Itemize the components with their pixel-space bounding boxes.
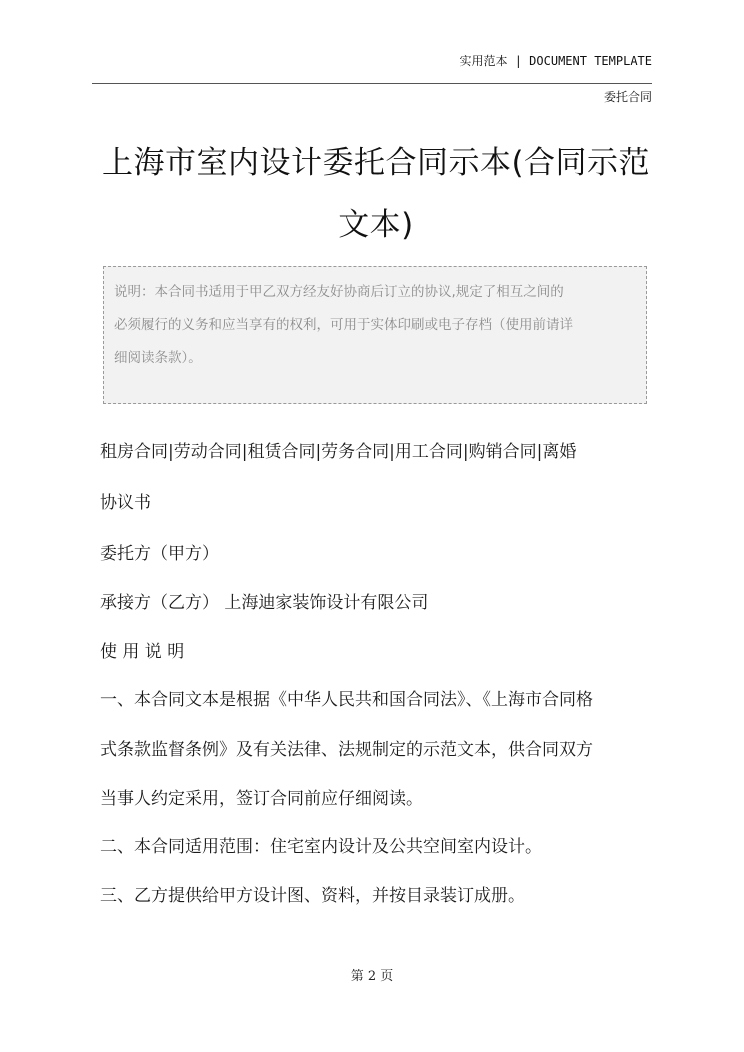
related-contracts-line-2: 协议书 xyxy=(100,493,151,513)
note-line-3: 细阅读条款）。 xyxy=(114,350,202,366)
document-title xyxy=(100,132,652,256)
page-number: 第 2 页 xyxy=(350,969,394,984)
item-1-line-1: 一、本合同文本是根据《中华人民共和国合同法》、《上海市合同格 xyxy=(100,690,593,710)
usage-heading: 使 用 说 明 xyxy=(100,642,185,662)
header-label: 实用范本 | DOCUMENT TEMPLATE xyxy=(459,54,652,68)
item-1-line-3: 当事人约定采用，签订合同前应仔细阅读。 xyxy=(100,789,423,809)
note-line-2: 必须履行的义务和应当享有的权利，可用于实体印刷或电子存档（使用前请详 xyxy=(114,317,573,333)
note-line-1: 说明：本合同书适用于甲乙双方经友好协商后订立的协议,规定了相互之间的 xyxy=(114,284,564,300)
item-1-line-2: 式条款监督条例》及有关法律、法规制定的示范文本，供合同双方 xyxy=(100,740,593,760)
header-rule xyxy=(92,83,652,84)
header-category: 委托合同 xyxy=(603,90,652,104)
related-contracts-line-1: 租房合同|劳动合同|租赁合同|劳务合同|用工合同|购销合同|离婚 xyxy=(100,442,577,462)
note-box xyxy=(103,266,647,404)
party-b: 承接方（乙方） 上海迪家装饰设计有限公司 xyxy=(100,593,429,613)
title-line-2: 文本) xyxy=(338,207,414,243)
title-line-1: 上海市室内设计委托合同示本(合同示范 xyxy=(101,145,651,181)
item-2: 二、本合同适用范围：住宅室内设计及公共空间室内设计。 xyxy=(100,837,542,857)
item-3: 三、乙方提供给甲方设计图、资料，并按目录装订成册。 xyxy=(100,886,525,906)
party-a: 委托方（甲方） xyxy=(100,544,219,564)
